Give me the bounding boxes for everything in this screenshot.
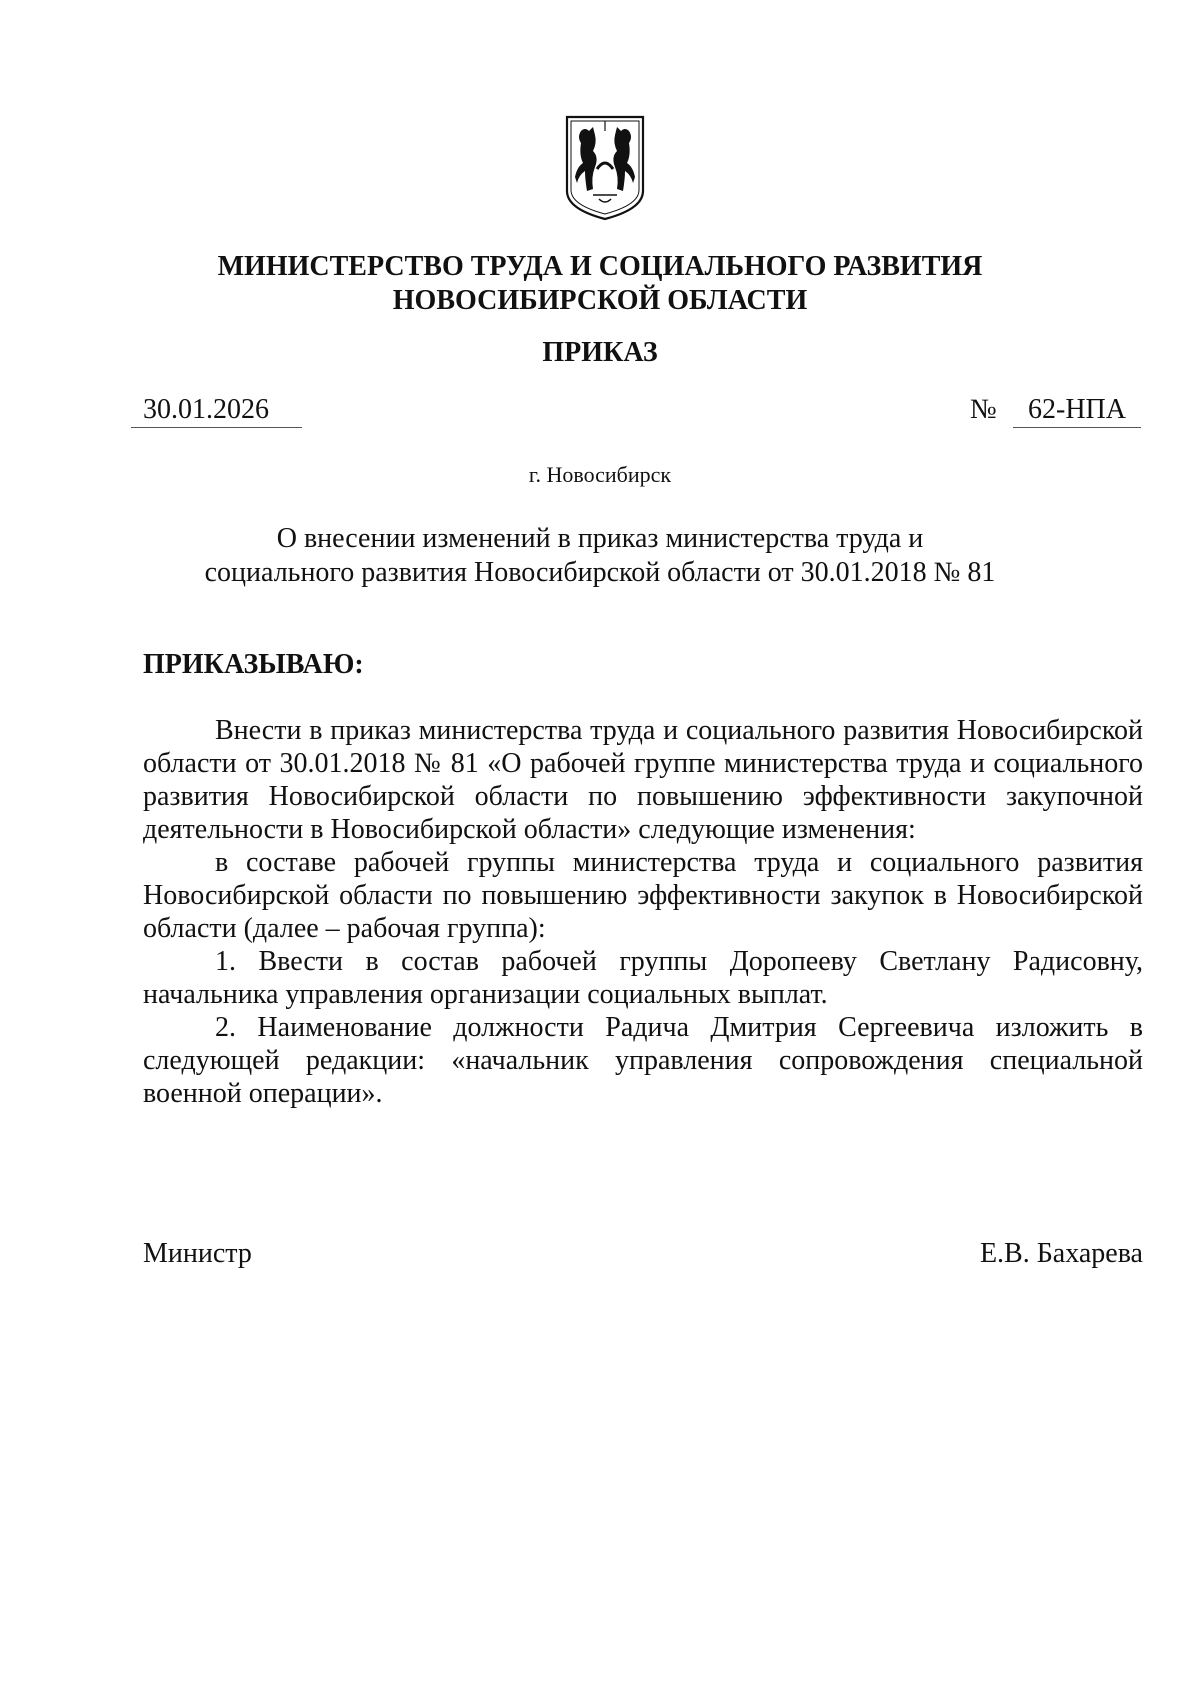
body-paragraph: 2. Наименование должности Радича Дмитрия Сергеевича изложить в следующей редакции: «начальник управления сопровождения специальной военной операции». [143, 1012, 1143, 1109]
directive-heading: ПРИКАЗЫВАЮ: [143, 649, 364, 680]
number-sign: № [970, 394, 997, 425]
document-subject [100, 522, 1100, 590]
document-city: г. Новосибирск [528, 462, 672, 487]
subject-line-2: социального развития Новосибирской области от 30.01.2018 № 81 [204, 557, 996, 588]
body-paragraph: в составе рабочей группы министерства труда и социального развития Новосибирской области по повышению эффективности закупок в Новосибирской области (далее – рабочая группа): [143, 847, 1143, 944]
document-number: 62-НПА [1013, 393, 1141, 428]
ministry-name [100, 250, 1100, 318]
signatory-name: Е.В. Бахарева [979, 1238, 1143, 1269]
document-date [131, 393, 302, 428]
ministry-name-line-2: НОВОСИБИРСКОЙ ОБЛАСТИ [392, 285, 808, 316]
body-paragraph: 1. Ввести в состав рабочей группы Доропееву Светлану Радисовну, начальника управления организации социальных выплат. [143, 946, 1143, 1010]
body-paragraph: Внести в приказ министерства труда и социального развития Новосибирской области от 30.01.2018 № 81 «О рабочей группе министерства труда и социального развития Новосибирской области по повышению эффективности закупочной деятельности в Новосибирской области» следующие изменения: [143, 715, 1143, 845]
subject-line-1: О внесении изменений в приказ министерства труда и [276, 523, 924, 554]
document-body [143, 714, 1143, 1110]
document-type-title: ПРИКАЗ [542, 337, 658, 368]
coat-of-arms-icon [563, 113, 647, 221]
document-date-value: 30.01.2026 [143, 394, 269, 425]
signatory-position: Министр [143, 1238, 252, 1269]
ministry-name-line-1: МИНИСТЕРСТВО ТРУДА И СОЦИАЛЬНОГО РАЗВИТИЯ [217, 251, 983, 282]
signature-block [143, 1237, 1143, 1271]
